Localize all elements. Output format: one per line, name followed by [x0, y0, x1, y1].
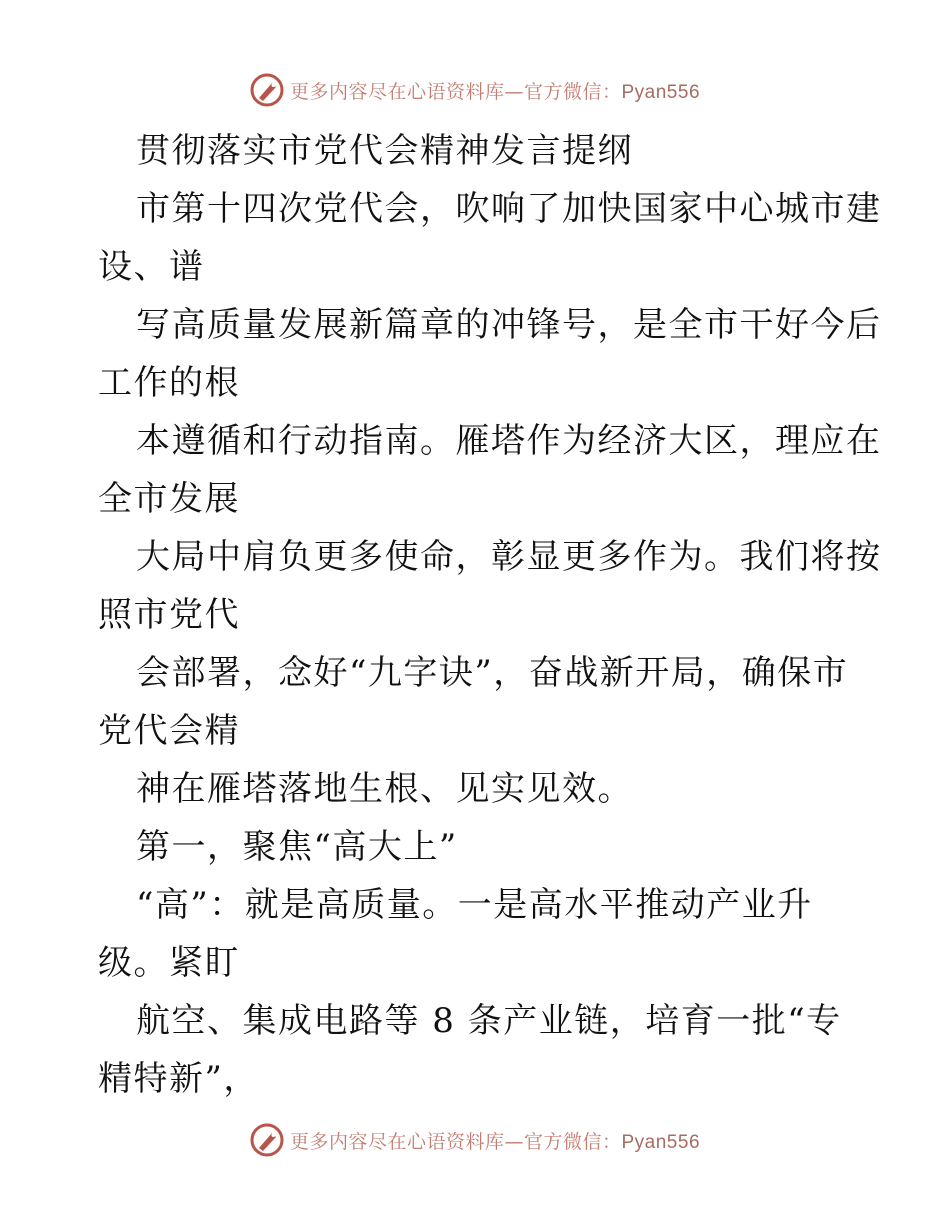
- text-line: 大局中肩负更多使命，彰显更多作为。我们将按: [136, 537, 882, 577]
- text-line: 写高质量发展新篇章的冲锋号，是全市干好今后: [136, 305, 882, 345]
- pen-logo-icon: [250, 1123, 284, 1157]
- footer-watermark: [0, 1120, 950, 1160]
- text-line: 级。紧盯: [98, 943, 240, 983]
- header-watermark: [0, 70, 950, 110]
- text-line: 本遵循和行动指南。雁塔作为经济大区，理应在: [136, 421, 882, 461]
- text-line: 工作的根: [98, 363, 240, 403]
- watermark-text: 更多内容尽在心语资料库—官方微信：Pyan556: [289, 1130, 701, 1153]
- text-line: 第一，聚焦“高大上”: [136, 827, 458, 867]
- text-line: 贯彻落实市党代会精神发言提纲: [136, 131, 633, 171]
- text-line: 照市党代: [98, 595, 240, 635]
- text-line: 全市发展: [98, 479, 240, 519]
- pen-logo-icon: [250, 73, 284, 107]
- text-line: 党代会精: [98, 711, 240, 751]
- text-line: 航空、集成电路等 8 条产业链，培育一批“专: [136, 1001, 842, 1041]
- text-line: “高”：就是高质量。一是高水平推动产业升: [136, 885, 813, 925]
- text-line: 精特新”，: [98, 1059, 259, 1099]
- watermark-text: 更多内容尽在心语资料库—官方微信：Pyan556: [289, 80, 701, 103]
- document-body: [98, 122, 882, 1108]
- text-line: 设、谱: [98, 247, 205, 287]
- text-line: 神在雁塔落地生根、见实见效。: [136, 769, 633, 809]
- text-line: 会部署，念好“九字诀”，奋战新开局，确保市: [136, 653, 849, 693]
- text-line: 市第十四次党代会，吹响了加快国家中心城市建: [136, 189, 882, 229]
